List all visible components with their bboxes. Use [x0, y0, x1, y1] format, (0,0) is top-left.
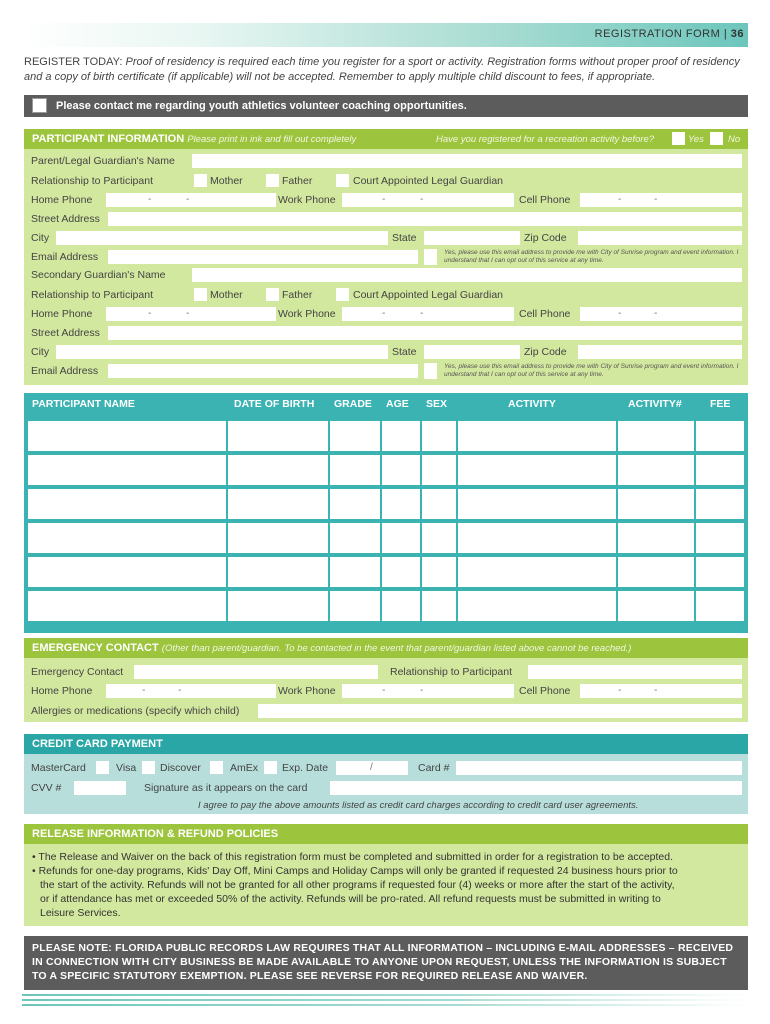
- guardian-name-field[interactable]: [192, 154, 742, 168]
- emergency-work-phone-label: Work Phone: [278, 685, 336, 697]
- table-cell-activity[interactable]: [458, 489, 616, 519]
- home-phone-label: Home Phone: [31, 194, 93, 206]
- table-cell-participant-name[interactable]: [28, 557, 226, 587]
- registered-no-label: No: [728, 134, 741, 145]
- secondary-guardian-field[interactable]: [192, 268, 742, 282]
- home-phone-field[interactable]: [106, 193, 276, 207]
- table-cell-fee[interactable]: [696, 489, 744, 519]
- table-cell-date-of-birth[interactable]: [228, 557, 328, 587]
- table-cell-participant-name[interactable]: [28, 455, 226, 485]
- table-cell-activity-number[interactable]: [618, 421, 694, 451]
- cvv-label: CVV #: [31, 782, 62, 794]
- credit-card-section: CREDIT CARD PAYMENT MasterCard Visa Discover AmEx Exp. Date / Card # CVV # Signature as it appears on the card I agree to pay the above amounts listed as credit card charges according to credit card user agreements.: [24, 734, 748, 814]
- emergency-contact-label: Emergency Contact: [31, 666, 124, 678]
- work-phone2-label: Work Phone: [278, 308, 336, 320]
- emergency-home-phone-label: Home Phone: [31, 685, 93, 697]
- table-cell-fee[interactable]: [696, 591, 744, 621]
- release-bullet-2-line3: or if attendance has met or exceeded 50% of the activity. Refunds will be pro-rated. All refund requests must be submitted in writing to: [40, 893, 661, 905]
- card-number-label: Card #: [418, 762, 450, 774]
- table-cell-participant-name[interactable]: [28, 421, 226, 451]
- participant-info-section: PARTICIPANT INFORMATION Please print in ink and fill out completely Have you registered for a recreation activity before? Yes No Parent/Legal Guardian's Name Relationship to Participant Mother Father Court Appointed Legal Guardian Home Phone - - Work Phone - - Cell Phone - - Street Address City State Zip Code Email Address Yes, please use this email address to provide me with City of Sunrise program and event information. I understand that I can opt out of this service at any time. Secondary Guardian's Name Relationship to Participant Mother Father Court Appointed Legal Guardian Home Phone - - Work Phone - - Cell Phone - - Street Address City State Zip Code Email Address Yes, please use this email address to provide me with City of Sunrise program and event information. I understand that I can opt out of this service at any time.: [24, 129, 748, 385]
- zip-field[interactable]: [578, 231, 742, 245]
- emergency-cell-phone-label: Cell Phone: [519, 685, 571, 697]
- page-number: 36: [730, 28, 744, 40]
- table-cell-activity-number[interactable]: [618, 557, 694, 587]
- table-cell-age[interactable]: [382, 523, 420, 553]
- release-bullet-2-line4: Leisure Services.: [40, 907, 121, 919]
- court-guardian2-label: Court Appointed Legal Guardian: [353, 289, 504, 301]
- city-label: City: [31, 232, 50, 244]
- father-label: Father: [282, 175, 313, 187]
- footer-decoration: [22, 994, 748, 1014]
- table-cell-grade[interactable]: [330, 455, 380, 485]
- table-cell-grade[interactable]: [330, 523, 380, 553]
- emergency-contact-field[interactable]: [134, 665, 378, 679]
- col-grade: GRADE: [334, 398, 372, 410]
- participant-table: [24, 393, 748, 633]
- father2-label: Father: [282, 289, 313, 301]
- cell-phone2-label: Cell Phone: [519, 308, 571, 320]
- public-records-note: PLEASE NOTE: FLORIDA PUBLIC RECORDS LAW REQUIRES THAT ALL INFORMATION – INCLUDING E-MAIL ADDRESSES – RECEIVED IN CONNECTION WITH CITY BUSINESS BE MADE AVAILABLE TO ANYONE UPON REQUEST, UNLESS THE INFORMATION IS SUBJECT TO A SPECIFIC STATUTORY EXEMPTION. PLEASE SEE REVERSE FOR REQUIRED RELEASE AND WAIVER.: [24, 936, 748, 990]
- email-optin-checkbox[interactable]: [424, 249, 437, 265]
- table-cell-activity-number[interactable]: [618, 489, 694, 519]
- allergies-field[interactable]: [258, 704, 742, 718]
- page-title: REGISTRATION FORM | 36: [594, 28, 744, 40]
- emergency-cell-phone-field[interactable]: [580, 684, 742, 698]
- col-activity: ACTIVITY: [508, 398, 556, 410]
- discover-label: Discover: [160, 762, 201, 774]
- emergency-header: EMERGENCY CONTACT (Other than parent/guardian. To be contacted in the event that parent/guardian listed above cannot be reached.): [24, 638, 748, 658]
- registered-yes-checkbox[interactable]: [672, 132, 685, 145]
- cvv-field[interactable]: [74, 781, 126, 795]
- relationship2-label: Relationship to Participant: [31, 289, 153, 301]
- relationship-label: Relationship to Participant: [31, 175, 153, 187]
- table-cell-date-of-birth[interactable]: [228, 489, 328, 519]
- table-cell-activity[interactable]: [458, 523, 616, 553]
- table-cell-age[interactable]: [382, 489, 420, 519]
- cell-phone-field[interactable]: [580, 193, 742, 207]
- table-cell-age[interactable]: [382, 557, 420, 587]
- cell-phone2-field[interactable]: [580, 307, 742, 321]
- table-cell-grade[interactable]: [330, 557, 380, 587]
- table-cell-age[interactable]: [382, 455, 420, 485]
- city2-field[interactable]: [56, 345, 388, 359]
- table-cell-sex[interactable]: [422, 421, 456, 451]
- state-label: State: [392, 232, 417, 244]
- table-cell-sex[interactable]: [422, 591, 456, 621]
- work-phone2-field[interactable]: [342, 307, 514, 321]
- credit-card-header: CREDIT CARD PAYMENT: [24, 734, 748, 754]
- zip-label: Zip Code: [524, 232, 567, 244]
- mother2-checkbox[interactable]: [194, 288, 207, 301]
- mother-label: Mother: [210, 175, 243, 187]
- card-number-field[interactable]: [456, 761, 742, 775]
- emergency-contact-section: EMERGENCY CONTACT (Other than parent/guardian. To be contacted in the event that parent/guardian listed above cannot be reached.) Emergency Contact Relationship to Participant Home Phone - - Work Phone - - Cell Phone - - Allergies or medications (specify which child): [24, 638, 748, 722]
- release-section: [24, 824, 748, 926]
- email2-optin-checkbox[interactable]: [424, 363, 437, 379]
- home-phone2-field[interactable]: [106, 307, 276, 321]
- table-cell-sex[interactable]: [422, 557, 456, 587]
- release-header: RELEASE INFORMATION & REFUND POLICIES: [24, 824, 748, 844]
- table-cell-age[interactable]: [382, 591, 420, 621]
- table-cell-activity-number[interactable]: [618, 523, 694, 553]
- header-bar: [22, 23, 748, 47]
- table-cell-fee[interactable]: [696, 523, 744, 553]
- court-guardian-checkbox[interactable]: [336, 174, 349, 187]
- col-participant-name: PARTICIPANT NAME: [32, 398, 135, 410]
- intro-lead: REGISTER TODAY:: [24, 56, 123, 68]
- table-cell-grade[interactable]: [330, 421, 380, 451]
- amex-label: AmEx: [230, 762, 259, 774]
- table-cell-grade[interactable]: [330, 591, 380, 621]
- volunteer-checkbox[interactable]: [32, 98, 47, 113]
- table-cell-participant-name[interactable]: [28, 489, 226, 519]
- mastercard-label: MasterCard: [31, 762, 86, 774]
- table-cell-date-of-birth[interactable]: [228, 455, 328, 485]
- city2-label: City: [31, 346, 50, 358]
- emergency-relationship-label: Relationship to Participant: [390, 666, 512, 678]
- email-optin-text: Yes, please use this email address to provide me with City of Sunrise program and event information. I understand that I can opt out of this service at any time.: [444, 249, 739, 264]
- col-age: AGE: [386, 398, 409, 410]
- work-phone-label: Work Phone: [278, 194, 336, 206]
- table-cell-date-of-birth[interactable]: [228, 523, 328, 553]
- email-label: Email Address: [31, 251, 99, 263]
- table-cell-fee[interactable]: [696, 557, 744, 587]
- release-bullet-2-line1: • Refunds for one-day programs, Kids' Day Off, Mini Camps and Holiday Camps will only be granted if requested 24 business hours prior to: [32, 865, 678, 877]
- email2-optin-text: Yes, please use this email address to provide me with City of Sunrise program and event information. I understand that I can opt out of this service at any time.: [444, 363, 739, 378]
- registered-question: Have you registered for a recreation activity before?: [436, 134, 655, 145]
- table-cell-grade[interactable]: [330, 489, 380, 519]
- table-cell-age[interactable]: [382, 421, 420, 451]
- cell-phone-label: Cell Phone: [519, 194, 571, 206]
- registered-yes-label: Yes: [688, 134, 704, 145]
- email2-field[interactable]: [108, 364, 418, 378]
- visa-label: Visa: [116, 762, 137, 774]
- allergies-label: Allergies or medications (specify which child): [31, 705, 240, 717]
- street-label: Street Address: [31, 213, 100, 225]
- signature-field[interactable]: [330, 781, 742, 795]
- table-cell-sex[interactable]: [422, 523, 456, 553]
- discover-checkbox[interactable]: [210, 761, 223, 774]
- visa-checkbox[interactable]: [142, 761, 155, 774]
- col-sex: SEX: [426, 398, 448, 410]
- col-fee: FEE: [710, 398, 731, 410]
- participant-info-header: PARTICIPANT INFORMATION Please print in ink and fill out completely Have you registered for a recreation activity before? Yes No: [24, 129, 748, 149]
- email-field[interactable]: [108, 250, 418, 264]
- table-cell-participant-name[interactable]: [28, 591, 226, 621]
- secondary-guardian-label: Secondary Guardian's Name: [31, 269, 166, 281]
- table-cell-date-of-birth[interactable]: [228, 421, 328, 451]
- exp-date-label: Exp. Date: [282, 762, 329, 774]
- state2-field[interactable]: [424, 345, 520, 359]
- col-date-of-birth: DATE OF BIRTH: [234, 398, 315, 410]
- col-activity-number: ACTIVITY#: [628, 398, 682, 410]
- street2-label: Street Address: [31, 327, 100, 339]
- guardian-name-label: Parent/Legal Guardian's Name: [31, 155, 175, 167]
- father-checkbox[interactable]: [266, 174, 279, 187]
- volunteer-label: Please contact me regarding youth athletics volunteer coaching opportunities.: [56, 100, 467, 112]
- table-cell-activity-number[interactable]: [618, 455, 694, 485]
- intro-text: [24, 55, 748, 85]
- street2-field[interactable]: [108, 326, 742, 340]
- home-phone2-label: Home Phone: [31, 308, 93, 320]
- table-cell-date-of-birth[interactable]: [228, 591, 328, 621]
- intro-body: Proof of residency is required each time you register for a sport or activity. Registration forms without proper proof of residency and a copy of birth certificate (if applicable) will not be accepted. Remember to apply multiple child discount to fees, if appropriate.: [24, 56, 740, 83]
- court-guardian2-checkbox[interactable]: [336, 288, 349, 301]
- volunteer-bar: [24, 95, 748, 117]
- signature-label: Signature as it appears on the card: [144, 782, 308, 794]
- mother-checkbox[interactable]: [194, 174, 207, 187]
- table-cell-activity-number[interactable]: [618, 591, 694, 621]
- zip2-field[interactable]: [578, 345, 742, 359]
- table-cell-activity[interactable]: [458, 557, 616, 587]
- table-cell-sex[interactable]: [422, 489, 456, 519]
- table-cell-fee[interactable]: [696, 455, 744, 485]
- street-field[interactable]: [108, 212, 742, 226]
- city-field[interactable]: [56, 231, 388, 245]
- release-bullet-2-line2: the start of the activity. Refunds will not be granted for all other programs if requested four (4) weeks or more after the start of the activity,: [40, 879, 675, 891]
- emergency-relationship-field[interactable]: [528, 665, 742, 679]
- table-cell-activity[interactable]: [458, 421, 616, 451]
- zip2-label: Zip Code: [524, 346, 567, 358]
- table-cell-participant-name[interactable]: [28, 523, 226, 553]
- work-phone-field[interactable]: [342, 193, 514, 207]
- release-bullet-1: • The Release and Waiver on the back of this registration form must be completed and submitted in order for a registration to be accepted.: [32, 851, 674, 863]
- email2-label: Email Address: [31, 365, 99, 377]
- table-cell-fee[interactable]: [696, 421, 744, 451]
- father2-checkbox[interactable]: [266, 288, 279, 301]
- card-agreement-text: I agree to pay the above amounts listed as credit card charges according to credit card user agreements.: [198, 800, 639, 811]
- table-cell-activity[interactable]: [458, 591, 616, 621]
- amex-checkbox[interactable]: [264, 761, 277, 774]
- table-cell-sex[interactable]: [422, 455, 456, 485]
- emergency-work-phone-field[interactable]: [342, 684, 514, 698]
- table-cell-activity[interactable]: [458, 455, 616, 485]
- court-guardian-label: Court Appointed Legal Guardian: [353, 175, 504, 187]
- state2-label: State: [392, 346, 417, 358]
- mastercard-checkbox[interactable]: [96, 761, 109, 774]
- state-field[interactable]: [424, 231, 520, 245]
- registered-no-checkbox[interactable]: [710, 132, 723, 145]
- mother2-label: Mother: [210, 289, 243, 301]
- emergency-home-phone-field[interactable]: [106, 684, 276, 698]
